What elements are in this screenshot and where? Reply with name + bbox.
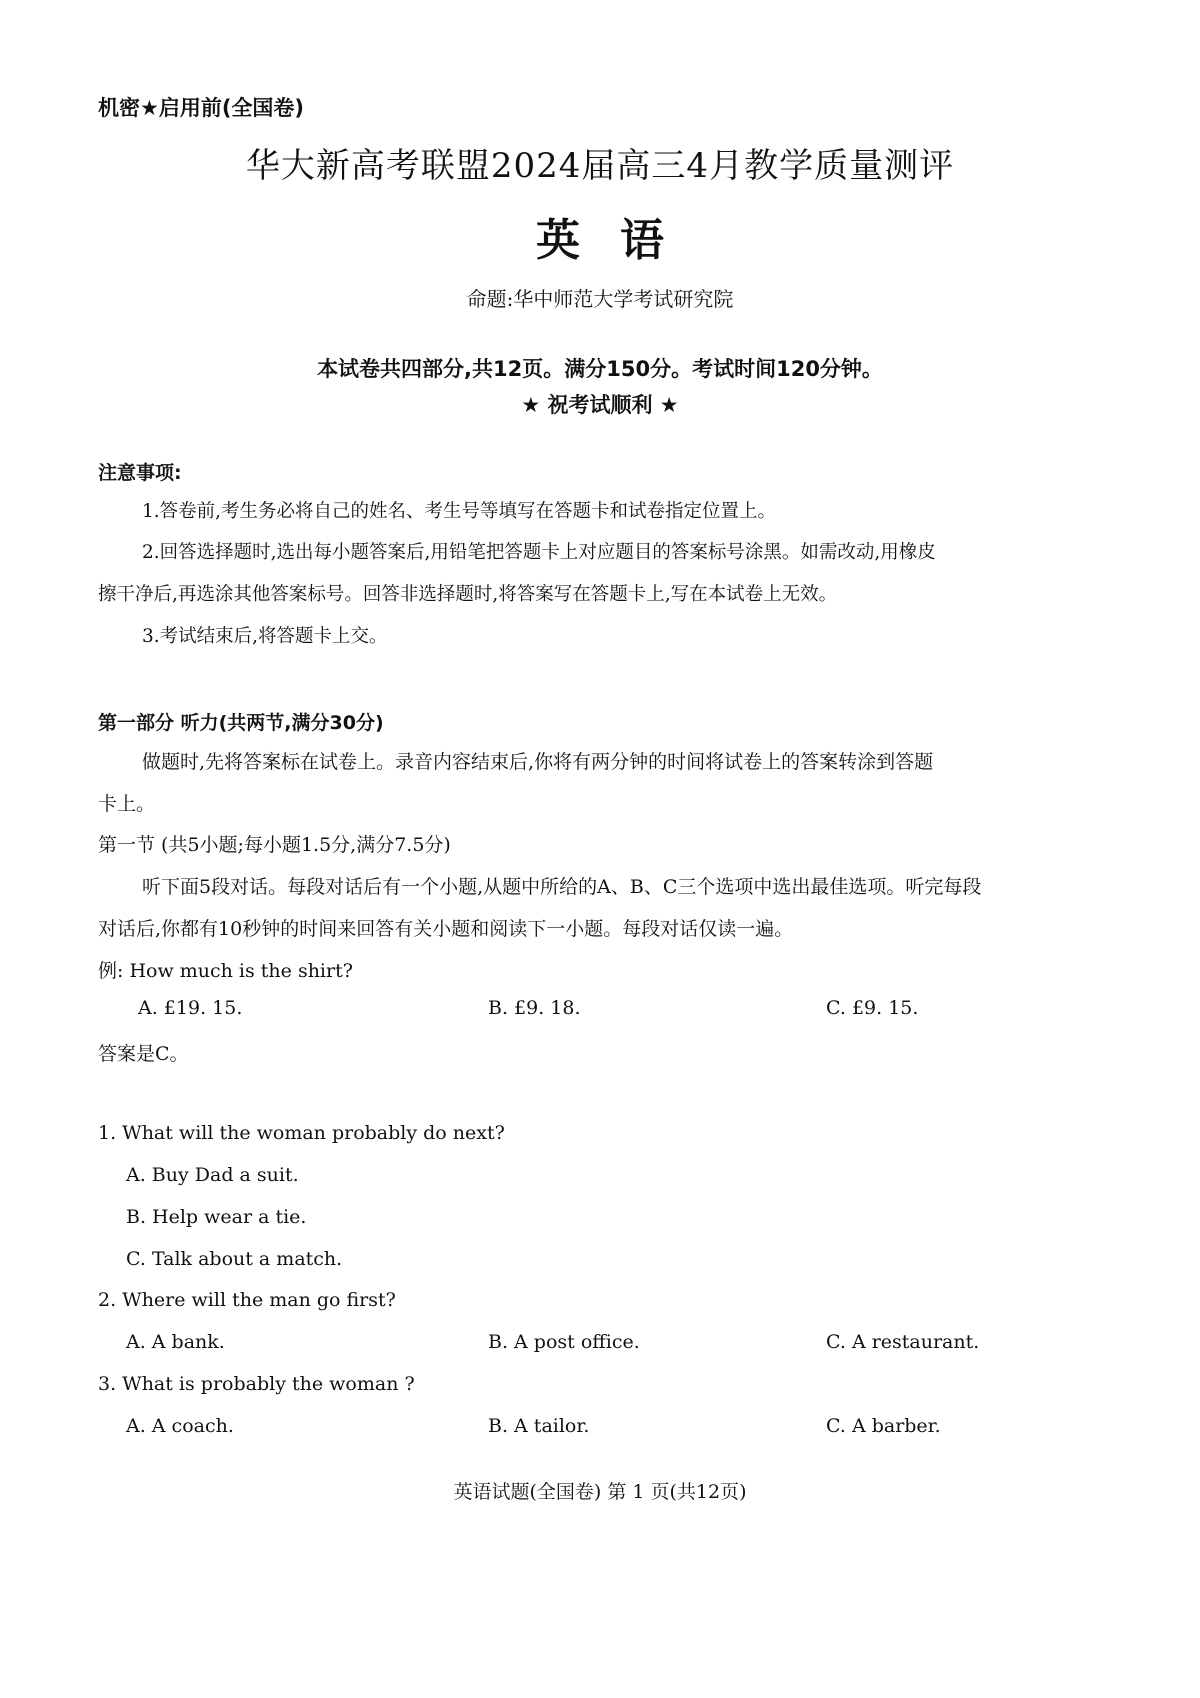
- exam-info: 本试卷共四部分,共12页。满分150分。考试时间120分钟。: [317, 357, 883, 381]
- question-1: 1. What will the woman probably do next?: [98, 1122, 505, 1144]
- question-3-option-a: A. A coach.: [126, 1415, 234, 1437]
- subject-title: 英语: [536, 215, 704, 266]
- confidential-label: 机密★启用前(全国卷): [98, 96, 305, 120]
- question-1-option-a: A. Buy Dad a suit.: [126, 1164, 299, 1186]
- example-option-a: A. £19. 15.: [138, 997, 243, 1019]
- notice-item-3: 3.考试结束后,将答题卡上交。: [142, 626, 388, 647]
- example-option-c: C. £9. 15.: [826, 997, 919, 1019]
- question-2: 2. Where will the man go first?: [98, 1289, 396, 1311]
- question-1-option-c: C. Talk about a match.: [126, 1248, 343, 1270]
- question-3: 3. What is probably the woman ?: [98, 1373, 415, 1395]
- part1-intro-line-1: 做题时,先将答案标在试卷上。录音内容结束后,你将有两分钟的时间将试卷上的答案转涂到答题: [142, 751, 934, 773]
- notice-item-2-line-1: 2.回答选择题时,选出每小题答案后,用铅笔把答题卡上对应题目的答案标号涂黑。如需改动,用橡皮: [142, 542, 936, 563]
- question-1-option-b: B. Help wear a tie.: [126, 1206, 307, 1228]
- question-2-option-c: C. A restaurant.: [826, 1331, 980, 1353]
- question-2-option-b: B. A post office.: [488, 1331, 640, 1353]
- section1-heading: 第一节 (共5小题;每小题1.5分,满分7.5分): [98, 834, 451, 856]
- section1-instr-line-1: 听下面5段对话。每段对话后有一个小题,从题中所给的A、B、C三个选项中选出最佳选项。听完每段: [142, 876, 982, 898]
- example-answer: 答案是C。: [98, 1043, 189, 1065]
- question-3-option-b: B. A tailor.: [488, 1415, 590, 1437]
- exam-title: 华大新高考联盟2024届高三4月教学质量测评: [245, 146, 955, 186]
- section1-instr-line-2: 对话后,你都有10秒钟的时间来回答有关小题和阅读下一小题。每段对话仅读一遍。: [98, 918, 794, 940]
- notice-heading: 注意事项:: [98, 462, 182, 484]
- notice-item-1: 1.答卷前,考生务必将自己的姓名、考生号等填写在答题卡和试卷指定位置上。: [142, 501, 777, 522]
- part1-intro-line-2: 卡上。: [98, 793, 156, 815]
- question-3-option-c: C. A barber.: [826, 1415, 941, 1437]
- notice-item-2-line-2: 擦干净后,再选涂其他答案标号。回答非选择题时,将答案写在答题卡上,写在本试卷上无效。: [98, 584, 838, 605]
- page-footer: 英语试题(全国卷) 第 1 页(共12页): [453, 1481, 747, 1503]
- question-2-option-a: A. A bank.: [126, 1331, 225, 1353]
- part1-heading: 第一部分 听力(共两节,满分30分): [98, 712, 384, 734]
- example-question: 例: How much is the shirt?: [98, 960, 353, 982]
- good-luck-line: ★ 祝考试顺利 ★: [521, 393, 679, 417]
- author-line: 命题:华中师范大学考试研究院: [466, 287, 734, 311]
- example-option-b: B. £9. 18.: [488, 997, 581, 1019]
